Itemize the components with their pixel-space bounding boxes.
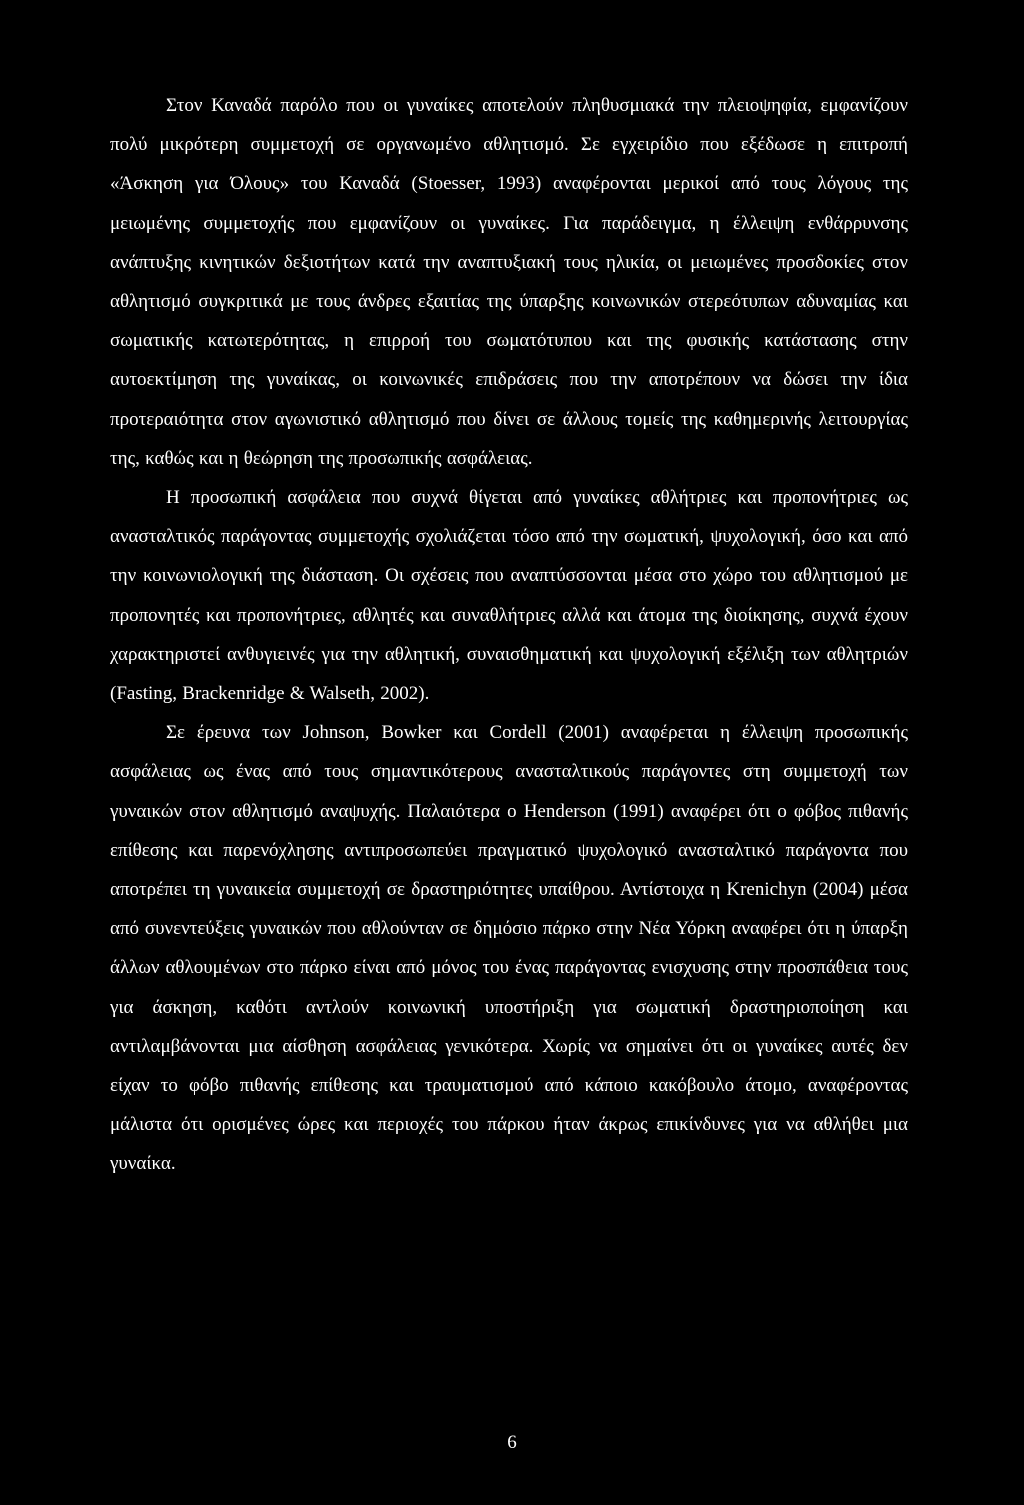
page-number: 6 bbox=[507, 1432, 517, 1453]
paragraph-3: Σε έρευνα των Johnson, Bowker και Cordell (2001) αναφέρεται η έλλειψη προσωπικής ασφάλειας ως ένας από τους σημαντικότερους ανασταλτικούς παράγοντες στη συμμετοχή των γυναικών στον αθλητισμό αναψυχής. Παλαιότερα ο Henderson (1991) αναφέρει ότι ο φόβος πιθανής επίθεσης και παρενόχλησης αντιπροσωπεύει πραγματικό ψυχολογικό ανασταλτικό παράγοντα που αποτρέπει τη γυναικεία συμμετοχή σε δραστηριότητες υπαίθρου. Αντίστοιχα η Krenichyn (2004) μέσα από συνεντεύξεις γυναικών που αθλούνταν σε δημόσιο πάρκο στην Νέα Υόρκη αναφέρει ότι η ύπαρξη άλλων αθλουμένων στο πάρκο είναι από μόνος του ένας παράγοντας ενισχυσης στην προσπάθεια τους για άσκηση, καθότι αντλούν κοινωνική υποστήριξη για σωματική δραστηριοποίηση και αντιλαμβάνονται μια αίσθηση ασφάλειας γενικότερα. Χωρίς να σημαίνει ότι οι γυναίκες αυτές δεν είχαν το φόβο πιθανής επίθεσης και τραυματισμού από κάποιο κακόβουλο άτομο, αναφέροντας μάλιστα ότι ορισμένες ώρες και περιοχές του πάρκου ήταν άκρως επικίνδυνες για να αθλήθει μια γυναίκα. bbox=[110, 722, 908, 1175]
paragraph-1: Στον Καναδά παρόλο που οι γυναίκες αποτελούν πληθυσμιακά την πλειοψηφία, εμφανίζουν πολύ μικρότερη συμμετοχή σε οργανωμένο αθλητισμό. Σε εγχειρίδιο που εξέδωσε η επιτροπή «Άσκηση για Όλους» του Καναδά (Stoesser, 1993) αναφέρονται μερικοί από τους λόγους της μειωμένης συμμετοχής που εμφανίζουν οι γυναίκες. Για παράδειγμα, η έλλειψη ενθάρρυνσης ανάπτυξης κινητικών δεξιοτήτων κατά την αναπτυξιακή τους ηλικία, οι μειωμένες προσδοκίες στον αθλητισμό συγκριτικά με τους άνδρες εξαιτίας της ύπαρξης κοινωνικών στερεότυπων αδυναμίας και σωματικής κατωτερότητας, η επιρροή του σωματότυπου και της φυσικής κατάστασης στην αυτοεκτίμηση της γυναίκας, οι κοινωνικές επιδράσεις που την αποτρέπουν να δώσει την ίδια προτεραιότητα στον αγωνιστικό αθλητισμό που δίνει σε άλλους τομείς της καθημερινής λειτουργίας της, καθώς και η θεώρηση της προσωπικής ασφάλειας. bbox=[110, 95, 908, 469]
page-body bbox=[110, 0, 908, 1184]
paragraph-2: Η προσωπική ασφάλεια που συχνά θίγεται από γυναίκες αθλήτριες και προπονήτριες ως ανασταλτικός παράγοντας συμμετοχής σχολιάζεται τόσο από την σωματική, ψυχολογική, όσο και από την κοινωνιολογική της διάσταση. Οι σχέσεις που αναπτύσσονται μέσα στο χώρο του αθλητισμού με προπονητές και προπονήτριες, αθλητές και συναθλήτριες αλλά και άτομα της διοίκησης, συχνά έχουν χαρακτηριστεί ανθυγιεινές για την αθλητική, συναισθηματική και ψυχολογική εξέλιξη των αθλητριών (Fasting, Brackenridge & Walseth, 2002). bbox=[110, 487, 908, 705]
